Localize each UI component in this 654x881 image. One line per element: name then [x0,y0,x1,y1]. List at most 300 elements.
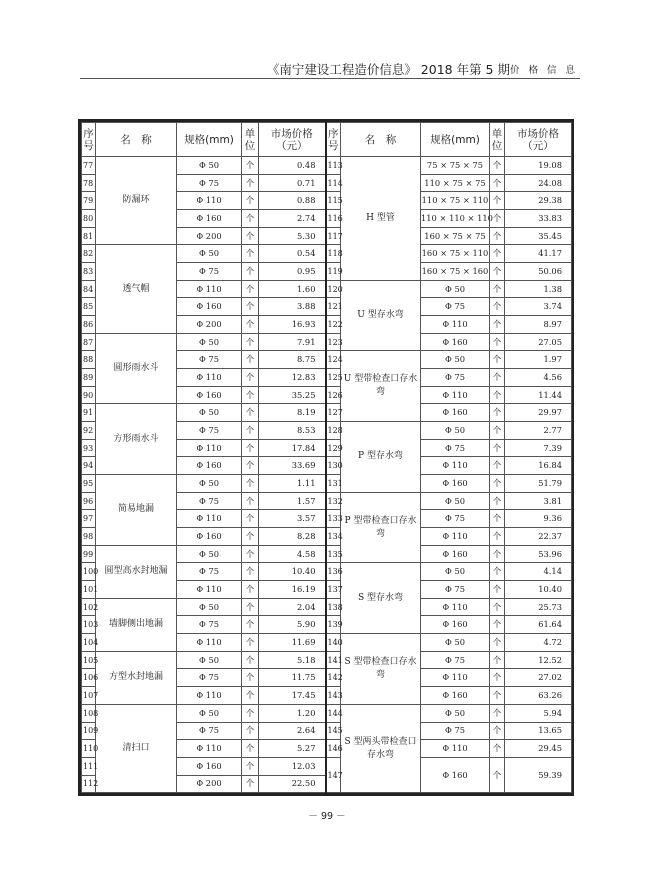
item-name: 简易地漏 [96,475,177,546]
item-price: 1.11 [259,475,326,493]
item-unit: 个 [242,634,259,652]
item-no: 81 [82,227,96,245]
price-table-frame [78,119,574,796]
item-price: 41.17 [505,245,572,263]
item-price: 4.14 [505,563,572,581]
item-price: 12.03 [259,757,326,775]
item-unit: 个 [490,757,505,792]
item-price: 63.26 [505,687,572,705]
item-unit: 个 [490,598,505,616]
item-price: 0.71 [259,174,326,192]
item-no: 104 [82,634,96,652]
item-no: 83 [82,263,96,281]
col-header-name: 名 称 [341,123,421,157]
col-header-no: 序号 [82,123,96,157]
item-unit: 个 [490,545,505,563]
item-no: 105 [82,651,96,669]
item-no: 100 [82,563,96,581]
item-no: 90 [82,386,96,404]
item-price: 3.81 [505,492,572,510]
item-spec: Φ 160 [177,210,242,228]
item-spec: Φ 110 [177,280,242,298]
item-unit: 个 [242,687,259,705]
item-spec: Φ 50 [421,704,490,722]
item-price: 29.38 [505,192,572,210]
item-unit: 个 [490,475,505,493]
item-price: 11.44 [505,386,572,404]
item-unit: 个 [490,563,505,581]
item-unit: 个 [490,351,505,369]
item-unit: 个 [490,457,505,475]
table-row [82,404,572,422]
item-no: 93 [82,439,96,457]
item-unit: 个 [490,263,505,281]
item-no: 121 [326,298,341,316]
item-unit: 个 [242,333,259,351]
item-unit: 个 [242,227,259,245]
item-spec: Φ 75 [421,369,490,387]
item-no: 116 [326,210,341,228]
item-unit: 个 [242,669,259,687]
item-price: 17.45 [259,687,326,705]
item-name: S 型两头带检查口存水弯 [341,704,421,792]
item-spec: Φ 110 [421,669,490,687]
col-header-spec: 规格(mm) [177,123,242,157]
item-no: 95 [82,475,96,493]
item-price: 0.88 [259,192,326,210]
item-unit: 个 [242,581,259,599]
item-unit: 个 [490,280,505,298]
item-no: 140 [326,634,341,652]
item-price: 16.84 [505,457,572,475]
item-spec: 160 × 75 × 110 [421,245,490,263]
item-name: 方形雨水斗 [96,404,177,475]
item-price: 3.88 [259,298,326,316]
item-unit: 个 [242,298,259,316]
item-spec: Φ 110 [421,457,490,475]
item-spec: Φ 50 [177,545,242,563]
item-no: 111 [82,757,96,775]
item-unit: 个 [242,545,259,563]
item-unit: 个 [242,404,259,422]
item-unit: 个 [242,475,259,493]
item-spec: Φ 75 [177,669,242,687]
item-name: 圆形雨水斗 [96,333,177,404]
item-spec: Φ 75 [177,722,242,740]
item-no: 108 [82,704,96,722]
item-name: 防漏环 [96,157,177,245]
item-price: 2.04 [259,598,326,616]
item-spec: Φ 160 [421,333,490,351]
item-unit: 个 [242,192,259,210]
item-price: 8.97 [505,316,572,334]
item-no: 94 [82,457,96,475]
item-price: 12.83 [259,369,326,387]
item-no: 82 [82,245,96,263]
item-name: S 型存水弯 [341,563,421,634]
item-no: 136 [326,563,341,581]
item-unit: 个 [242,386,259,404]
item-price: 22.50 [259,775,326,793]
item-no: 112 [82,775,96,793]
item-price: 27.05 [505,333,572,351]
item-spec: Φ 160 [421,404,490,422]
item-no: 99 [82,545,96,563]
item-spec: Φ 50 [177,704,242,722]
item-spec: Φ 50 [421,351,490,369]
table-row [82,333,572,351]
item-name: 方型水封地漏 [96,651,177,704]
item-unit: 个 [490,651,505,669]
item-unit: 个 [242,616,259,634]
item-price: 33.69 [259,457,326,475]
item-spec: Φ 50 [421,492,490,510]
item-unit: 个 [490,634,505,652]
item-unit: 个 [490,439,505,457]
item-price: 5.30 [259,227,326,245]
item-spec: Φ 50 [177,245,242,263]
item-price: 35.25 [259,386,326,404]
item-unit: 个 [490,510,505,528]
item-no: 129 [326,439,341,457]
item-no: 97 [82,510,96,528]
item-spec: Φ 110 [177,581,242,599]
item-no: 128 [326,422,341,440]
item-unit: 个 [242,457,259,475]
item-spec: Φ 200 [177,227,242,245]
item-spec: Φ 110 [177,634,242,652]
item-unit: 个 [242,740,259,758]
item-price: 29.45 [505,740,572,758]
section-title: 价 格 信 息 [509,65,578,76]
item-spec: Φ 160 [421,475,490,493]
item-unit: 个 [242,263,259,281]
item-spec: Φ 50 [421,280,490,298]
col-header-unit: 单位 [490,123,505,157]
item-spec: Φ 110 [177,192,242,210]
item-price: 1.57 [259,492,326,510]
item-unit: 个 [242,245,259,263]
item-no: 119 [326,263,341,281]
item-price: 1.60 [259,280,326,298]
item-unit: 个 [490,722,505,740]
item-unit: 个 [490,227,505,245]
item-unit: 个 [242,563,259,581]
item-name: U 型存水弯 [341,280,421,351]
item-spec: Φ 110 [421,528,490,546]
item-spec: Φ 110 [177,740,242,758]
item-no: 85 [82,298,96,316]
item-unit: 个 [490,333,505,351]
item-price: 16.93 [259,316,326,334]
item-price: 10.40 [505,581,572,599]
item-price: 11.75 [259,669,326,687]
item-no: 124 [326,351,341,369]
item-price: 5.18 [259,651,326,669]
item-no: 92 [82,422,96,440]
item-price: 10.40 [259,563,326,581]
item-no: 80 [82,210,96,228]
table-row [82,598,572,616]
item-no: 122 [326,316,341,334]
item-no: 133 [326,510,341,528]
item-spec: 110 × 75 × 75 [421,174,490,192]
item-price: 35.45 [505,227,572,245]
item-unit: 个 [242,369,259,387]
item-price: 5.27 [259,740,326,758]
item-no: 145 [326,722,341,740]
col-header-price: 市场价格（元） [259,123,326,157]
item-spec: Φ 50 [177,404,242,422]
item-price: 2.64 [259,722,326,740]
item-no: 117 [326,227,341,245]
item-spec: Φ 110 [421,598,490,616]
item-unit: 个 [242,210,259,228]
item-unit: 个 [242,174,259,192]
item-spec: Φ 75 [421,510,490,528]
item-price: 50.06 [505,263,572,281]
item-price: 51.79 [505,475,572,493]
item-unit: 个 [242,704,259,722]
item-price: 19.08 [505,157,572,175]
item-price: 25.73 [505,598,572,616]
item-price: 27.02 [505,669,572,687]
item-no: 127 [326,404,341,422]
item-unit: 个 [242,651,259,669]
item-price: 17.84 [259,439,326,457]
item-unit: 个 [490,404,505,422]
item-spec: Φ 75 [177,351,242,369]
item-spec: Φ 160 [421,687,490,705]
item-price: 7.39 [505,439,572,457]
item-unit: 个 [490,157,505,175]
item-price: 13.65 [505,722,572,740]
item-price: 0.48 [259,157,326,175]
item-spec: Φ 160 [177,298,242,316]
item-no: 77 [82,157,96,175]
item-price: 9.36 [505,510,572,528]
item-unit: 个 [490,245,505,263]
item-no: 118 [326,245,341,263]
item-name: P 型存水弯 [341,422,421,493]
item-no: 142 [326,669,341,687]
item-no: 146 [326,740,341,758]
item-no: 88 [82,351,96,369]
item-unit: 个 [490,616,505,634]
item-spec: Φ 75 [177,422,242,440]
item-unit: 个 [490,298,505,316]
item-no: 144 [326,704,341,722]
item-spec: Φ 75 [177,174,242,192]
item-no: 106 [82,669,96,687]
item-unit: 个 [490,174,505,192]
item-unit: 个 [490,687,505,705]
item-spec: Φ 75 [177,492,242,510]
item-spec: Φ 75 [421,581,490,599]
item-unit: 个 [490,422,505,440]
publication-title: 《南宁建设工程造价信息》 2018 年第 5 期 [266,62,510,77]
item-name: S 型带检查口存水弯 [341,634,421,705]
item-name: 清扫口 [96,704,177,792]
col-header-price: 市场价格（元） [505,123,572,157]
item-spec: Φ 75 [421,722,490,740]
item-no: 110 [82,740,96,758]
item-price: 53.96 [505,545,572,563]
item-no: 113 [326,157,341,175]
item-spec: Φ 110 [421,740,490,758]
table-header-row [82,123,572,157]
item-name: 透气帽 [96,245,177,333]
item-spec: Φ 110 [177,510,242,528]
price-table [81,122,572,793]
item-spec: Φ 75 [177,563,242,581]
item-no: 139 [326,616,341,634]
item-no: 96 [82,492,96,510]
item-price: 0.95 [259,263,326,281]
item-unit: 个 [242,280,259,298]
item-spec: Φ 160 [421,545,490,563]
item-spec: 110 × 110 × 110 [421,210,490,228]
item-unit: 个 [242,439,259,457]
item-no: 84 [82,280,96,298]
page-number: － 99 － [308,811,346,822]
item-no: 120 [326,280,341,298]
item-unit: 个 [242,316,259,334]
item-spec: Φ 110 [177,369,242,387]
item-spec: Φ 200 [177,316,242,334]
item-no: 131 [326,475,341,493]
item-unit: 个 [490,704,505,722]
item-price: 11.69 [259,634,326,652]
item-spec: Φ 160 [177,457,242,475]
item-unit: 个 [490,369,505,387]
item-spec: 160 × 75 × 160 [421,263,490,281]
item-price: 61.64 [505,616,572,634]
item-no: 138 [326,598,341,616]
item-unit: 个 [242,157,259,175]
item-name: U 型带检查口存水弯 [341,351,421,422]
table-row [82,651,572,669]
item-spec: Φ 50 [421,563,490,581]
item-spec: Φ 50 [421,422,490,440]
item-unit: 个 [242,722,259,740]
item-spec: Φ 50 [177,475,242,493]
item-spec: Φ 160 [177,757,242,775]
item-spec: Φ 50 [177,651,242,669]
item-unit: 个 [490,386,505,404]
item-no: 141 [326,651,341,669]
item-no: 109 [82,722,96,740]
item-no: 134 [326,528,341,546]
item-no: 130 [326,457,341,475]
item-unit: 个 [490,192,505,210]
item-unit: 个 [490,740,505,758]
item-no: 123 [326,333,341,351]
item-no: 103 [82,616,96,634]
item-price: 22.37 [505,528,572,546]
col-header-name: 名 称 [96,123,177,157]
item-price: 5.90 [259,616,326,634]
item-spec: Φ 110 [177,439,242,457]
item-unit: 个 [242,422,259,440]
table-row [82,475,572,493]
item-unit: 个 [490,581,505,599]
item-spec: Φ 200 [177,775,242,793]
item-price: 16.19 [259,581,326,599]
item-name: 圆型高水封地漏 [96,545,177,598]
item-no: 126 [326,386,341,404]
item-spec: 110 × 75 × 110 [421,192,490,210]
item-price: 3.57 [259,510,326,528]
item-price: 8.28 [259,528,326,546]
item-price: 1.20 [259,704,326,722]
item-spec: Φ 110 [421,316,490,334]
item-spec: Φ 160 [421,757,490,792]
item-no: 137 [326,581,341,599]
item-price: 8.53 [259,422,326,440]
item-spec: Φ 160 [177,528,242,546]
col-header-no: 序号 [326,123,341,157]
item-price: 29.97 [505,404,572,422]
item-price: 8.75 [259,351,326,369]
item-unit: 个 [490,210,505,228]
header-rule [80,78,580,79]
item-spec: 160 × 75 × 75 [421,227,490,245]
item-price: 5.94 [505,704,572,722]
item-unit: 个 [242,351,259,369]
item-spec: Φ 160 [421,616,490,634]
col-header-unit: 单位 [242,123,259,157]
item-no: 91 [82,404,96,422]
item-no: 107 [82,687,96,705]
item-unit: 个 [490,316,505,334]
item-name: 墙脚侧出地漏 [96,598,177,651]
item-unit: 个 [242,598,259,616]
item-no: 79 [82,192,96,210]
item-price: 7.91 [259,333,326,351]
item-spec: Φ 50 [177,333,242,351]
item-unit: 个 [490,669,505,687]
item-no: 143 [326,687,341,705]
item-spec: Φ 75 [177,263,242,281]
item-no: 101 [82,581,96,599]
table-body [82,157,572,793]
item-spec: Φ 50 [421,634,490,652]
item-no: 115 [326,192,341,210]
table-row [82,245,572,263]
item-no: 132 [326,492,341,510]
item-no: 89 [82,369,96,387]
item-spec: Φ 110 [421,386,490,404]
item-name: H 型管 [341,157,421,281]
item-price: 0.54 [259,245,326,263]
running-header [80,58,580,78]
item-price: 4.56 [505,369,572,387]
item-price: 1.97 [505,351,572,369]
item-no: 147 [326,757,341,792]
item-unit: 个 [242,775,259,793]
item-spec: Φ 110 [177,687,242,705]
item-unit: 个 [242,510,259,528]
item-no: 87 [82,333,96,351]
item-price: 8.19 [259,404,326,422]
item-price: 4.58 [259,545,326,563]
item-price: 12.52 [505,651,572,669]
item-spec: Φ 75 [421,651,490,669]
item-no: 102 [82,598,96,616]
item-price: 3.74 [505,298,572,316]
item-no: 98 [82,528,96,546]
